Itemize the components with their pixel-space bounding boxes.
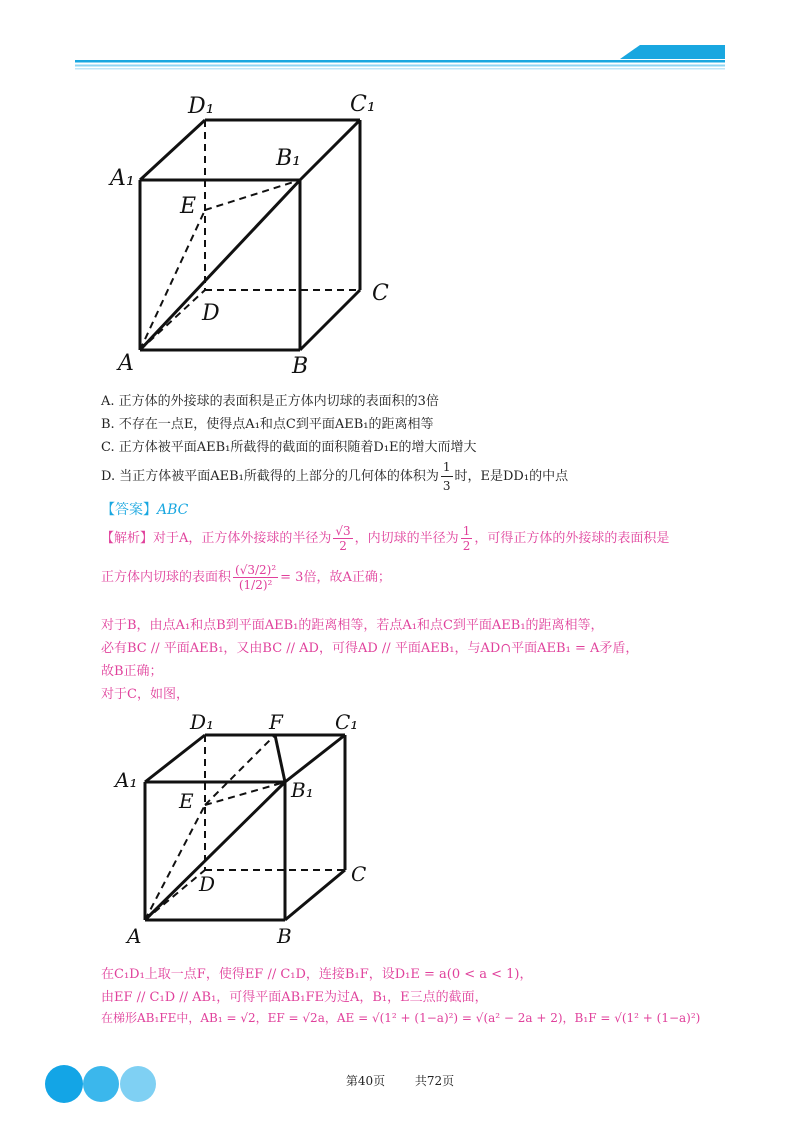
option-b: B. 不存在一点E，使得点A₁和点C到平面AEB₁的距离相等 — [101, 417, 434, 432]
answer-label: 【答案】 — [101, 502, 157, 518]
cube-figure-2 — [105, 705, 395, 950]
analysis-text: 【解析】对于A，正方体外接球的半径为 — [101, 531, 332, 546]
analysis-line-7: 在C₁D₁上取一点F，使得EF // C₁D，连接B₁F，设D₁E = a(0 < a < 1)， — [101, 967, 533, 982]
header-banner — [0, 0, 800, 80]
fraction — [233, 563, 278, 592]
option-d — [101, 458, 568, 495]
label-E: E — [180, 194, 197, 219]
label-A1: A₁ — [115, 768, 138, 792]
page-number: 第40页 — [345, 1074, 386, 1088]
label-D: D — [202, 301, 220, 326]
label-A: A — [118, 351, 134, 376]
total-pages: 共72页 — [414, 1074, 455, 1088]
label-B: B — [277, 924, 292, 948]
frac-den: 2 — [462, 539, 471, 553]
analysis-line-5: 故B正确； — [101, 664, 163, 679]
analysis-line-1 — [101, 524, 669, 553]
frac-den: (1/2)² — [238, 578, 273, 592]
analysis-text: ，可得正方体的外接球的表面积是 — [474, 531, 670, 546]
label-D1: D₁ — [188, 94, 215, 119]
option-d-frac-den: 3 — [442, 479, 451, 493]
option-d-prefix: D. 当正方体被平面AEB₁所截得的上部分的几何体的体积为 — [101, 469, 439, 484]
label-D1: D₁ — [190, 710, 215, 734]
fraction — [461, 524, 473, 553]
label-F: F — [269, 710, 283, 734]
analysis-line-2 — [101, 563, 391, 592]
analysis-line-3: 对于B，由点A₁和点B到平面AEB₁的距离相等，若点A₁和点C到平面AEB₁的距离相等， — [101, 618, 604, 633]
label-C1: C₁ — [350, 92, 376, 117]
option-d-frac-num: 1 — [441, 458, 453, 477]
fraction — [333, 524, 352, 553]
frac-num: 1 — [462, 524, 471, 538]
label-C1: C₁ — [335, 710, 359, 734]
analysis-line-4: 必有BC // 平面AEB₁，又由BC // AD，可得AD // 平面AEB₁，与AD∩平面AEB₁ = A矛盾， — [101, 641, 639, 656]
answer-line — [101, 499, 188, 519]
option-a: A. 正方体的外接球的表面积是正方体内切球的表面积的3倍 — [101, 394, 439, 409]
analysis-text: 正方体内切球的表面积 — [101, 570, 232, 585]
label-B: B — [292, 354, 309, 379]
frac-num: (√3/2)² — [235, 563, 277, 577]
analysis-line-6: 对于C，如图， — [101, 687, 189, 702]
option-d-suffix: 时，E是DD₁的中点 — [454, 469, 569, 484]
analysis-line-8: 由EF // C₁D // AB₁，可得平面AB₁FE为过A，B₁，E三点的截面， — [101, 990, 488, 1005]
frac-num: √3 — [335, 524, 351, 538]
label-B1: B₁ — [276, 146, 301, 171]
answer-value: ABC — [157, 502, 189, 518]
label-B1: B₁ — [291, 778, 314, 802]
label-A1: A₁ — [110, 166, 135, 191]
page-footer — [0, 1072, 800, 1089]
label-C: C — [351, 862, 367, 886]
option-c: C. 正方体被平面AEB₁所截得的截面的面积随着D₁E的增大而增大 — [101, 440, 477, 455]
analysis-text: ，内切球的半径为 — [354, 531, 459, 546]
label-D: D — [199, 872, 216, 896]
analysis-text: = 3倍，故A正确； — [280, 570, 391, 585]
analysis-line-9: 在梯形AB₁FE中，AB₁ = √2，EF = √2a，AE = √(1² + (1−a)²) = √(a² − 2a + 2)，B₁F = √(1² + (1−a)²) — [101, 1011, 701, 1025]
label-C: C — [372, 281, 389, 306]
label-A: A — [127, 924, 142, 948]
label-E: E — [179, 789, 194, 813]
option-d-fraction — [441, 458, 453, 495]
cube-figure-1 — [100, 85, 420, 380]
frac-den: 2 — [339, 539, 347, 553]
